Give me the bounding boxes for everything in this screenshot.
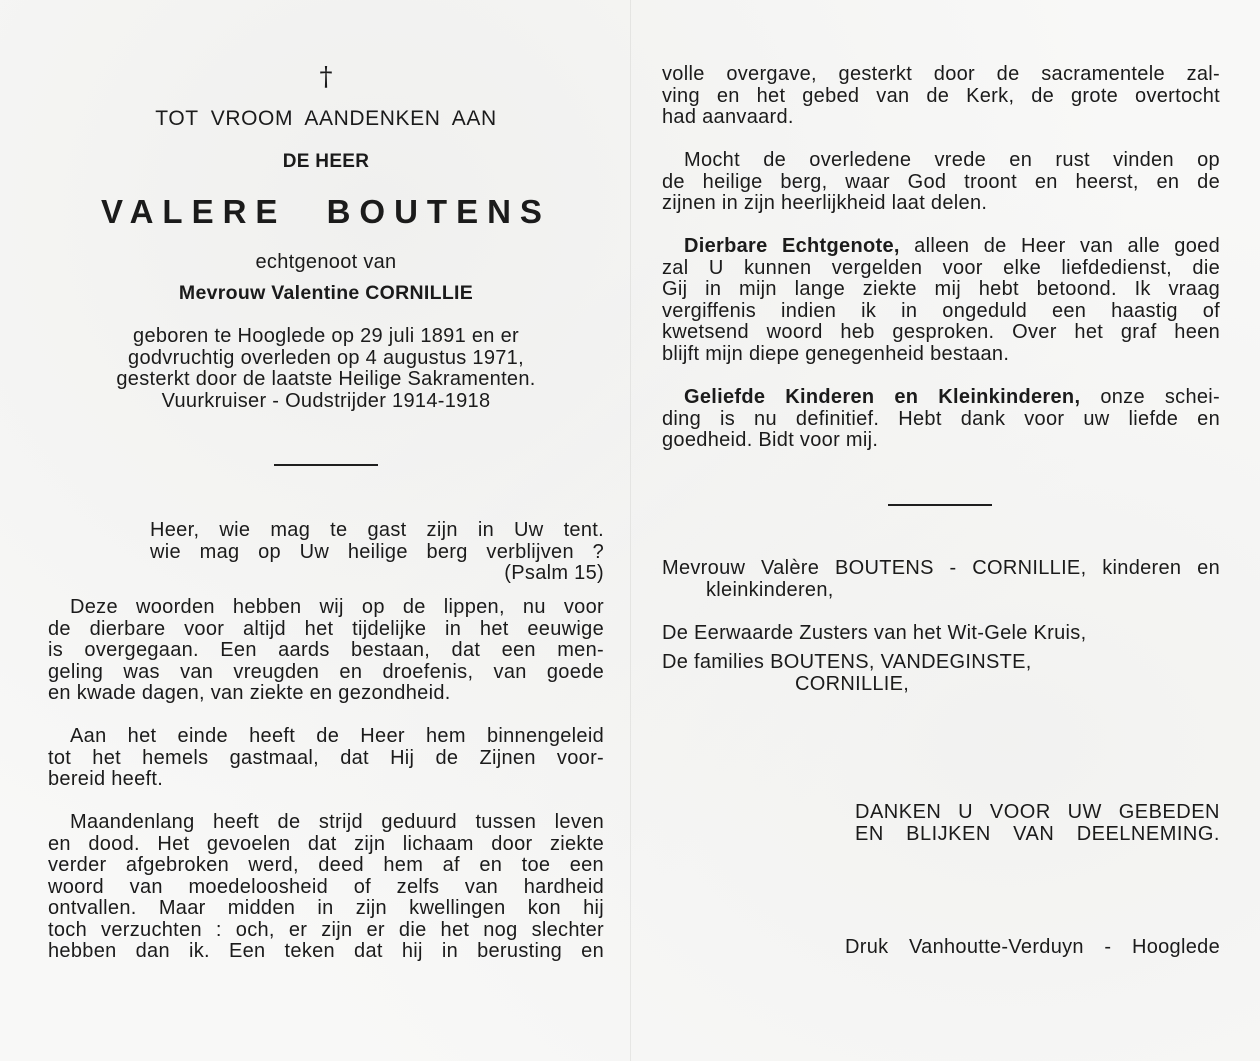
text-line: Gij in mijn lange ziekte mij hebt betoond. Ik vraag bbox=[662, 278, 1220, 300]
bio-line: geboren te Hooglede op 29 juli 1891 en er bbox=[133, 325, 519, 347]
thanks-block bbox=[855, 802, 1220, 845]
mourner-line: Mevrouw Valère BOUTENS - CORNILLIE, kinderen en bbox=[662, 557, 1220, 579]
in-memory-heading: TOT VROOM AANDENKEN AAN bbox=[155, 107, 497, 130]
children-address-lead: Geliefde Kinderen en Kleinkinderen, bbox=[684, 386, 1081, 408]
spouse-name: Mevrouw Valentine CORNILLIE bbox=[178, 282, 474, 304]
spouse-intro: echtgenoot van bbox=[255, 251, 397, 273]
text-line: volle overgave, gesterkt door de sacramentele zal- bbox=[662, 63, 1220, 85]
children-address bbox=[662, 387, 1220, 452]
spouse-address bbox=[662, 236, 1220, 365]
text-line: geling was van vreugden en droefenis, van goede bbox=[48, 660, 604, 683]
psalm-reference: (Psalm 15) bbox=[504, 562, 604, 584]
text-line: Aan het einde heeft de Heer hem binnengeleid bbox=[70, 725, 604, 747]
card-fold bbox=[630, 0, 631, 1061]
bio-line: Vuurkruiser - Oudstrijder 1914-1918 bbox=[161, 389, 491, 412]
left-paragraph-3 bbox=[48, 812, 604, 963]
bio-line: godvruchtig overleden op 4 augustus 1971, bbox=[128, 346, 524, 369]
text-line: tot het hemels gastmaal, dat Hij de Zijnen voor- bbox=[48, 746, 604, 769]
mourner-group bbox=[662, 652, 1220, 695]
right-paragraph-1 bbox=[662, 64, 1220, 129]
divider-rule bbox=[888, 504, 992, 506]
printer-credit bbox=[845, 937, 1220, 959]
text-line: verder afgebroken werd, deed hem af en toe een bbox=[48, 854, 604, 876]
text-line: goedheid. Bidt voor mij. bbox=[662, 429, 879, 451]
thanks-line: DANKEN U VOOR UW GEBEDEN bbox=[855, 801, 1220, 823]
mourner-line: De families BOUTENS, VANDEGINSTE, bbox=[662, 651, 1032, 673]
thanks-line: EN BLIJKEN VAN DEELNEMING. bbox=[855, 822, 1220, 845]
text-line: is overgegaan. Een aards bestaan, dat een men- bbox=[48, 639, 604, 661]
text-line: Deze woorden hebben wij op de lippen, nu voor bbox=[70, 596, 604, 618]
left-paragraph-1 bbox=[48, 597, 604, 705]
mourner-line: De Eerwaarde Zusters van het Wit-Gele Kruis, bbox=[662, 622, 1087, 644]
right-paragraph-2 bbox=[662, 150, 1220, 215]
mourner-line: CORNILLIE, bbox=[795, 672, 910, 695]
text-line bbox=[662, 387, 1220, 409]
text-line: hebben dan ik. Een teken dat hij in berusting en bbox=[48, 940, 604, 962]
mourners-list bbox=[662, 558, 1220, 601]
text-line: had aanvaard. bbox=[662, 106, 794, 128]
mourner-group bbox=[662, 623, 1220, 645]
divider-rule bbox=[274, 464, 378, 466]
text-line: bereid heeft. bbox=[48, 768, 164, 790]
text-line bbox=[662, 236, 1220, 258]
printer-line: Druk Vanhoutte-Verduyn - Hooglede bbox=[845, 936, 1220, 958]
text-line: woord van moedeloosheid of zelfs van hardheid bbox=[48, 875, 604, 898]
mourner-line: kleinkinderen, bbox=[706, 578, 834, 601]
psalm-line: Heer, wie mag te gast zijn in Uw tent. bbox=[150, 519, 604, 541]
text-line: zal U kunnen vergelden voor elke liefdedienst, die bbox=[662, 256, 1220, 279]
text-line: Maandenlang heeft de strijd geduurd tussen leven bbox=[70, 811, 604, 833]
bio-block bbox=[48, 326, 604, 412]
psalm-quote bbox=[150, 520, 604, 585]
text-line: de heilige berg, waar God troont en heerst, en de bbox=[662, 170, 1220, 193]
left-paragraph-2 bbox=[48, 726, 604, 791]
text-line: blijft mijn diepe genegenheid bestaan. bbox=[662, 342, 1010, 365]
text-line: en dood. Het gevoelen dat zijn lichaam door ziekte bbox=[48, 832, 604, 855]
text-line: de dierbare voor altijd het tijdelijke in het eeuwige bbox=[48, 617, 604, 640]
text-line: en kwade dagen, van ziekte en gezondheid. bbox=[48, 682, 451, 704]
cross-icon: † bbox=[319, 62, 333, 92]
text-line: kwetsend woord heb gesproken. Over het graf heen bbox=[662, 321, 1220, 343]
text-line: ving en het gebed van de Kerk, de grote overtocht bbox=[662, 84, 1220, 107]
text-line: vergiffenis indien ik in ongeduld een haastig of bbox=[662, 299, 1220, 322]
spouse-address-lead: Dierbare Echtgenote, bbox=[684, 235, 900, 257]
bio-line: gesterkt door de laatste Heilige Sakramenten. bbox=[116, 368, 536, 390]
text-line: Mocht de overledene vrede en rust vinden op bbox=[684, 149, 1220, 171]
text-line: toch verzuchten : och, er zijn er die het nog slechter bbox=[48, 918, 604, 941]
text-line: ding is nu definitief. Hebt dank voor uw liefde en bbox=[662, 407, 1220, 430]
deceased-name: VALERE BOUTENS bbox=[101, 193, 551, 230]
text-span: onze schei- bbox=[1100, 386, 1221, 408]
psalm-line: wie mag op Uw heilige berg verblijven ? bbox=[150, 540, 604, 563]
title-heading: DE HEER bbox=[282, 151, 370, 172]
text-line: ontvallen. Maar midden in zijn kwellingen kon hij bbox=[48, 897, 604, 919]
text-line: zijnen in zijn heerlijkheid laat delen. bbox=[662, 192, 988, 214]
text-span: alleen de Heer van alle goed bbox=[914, 235, 1220, 257]
